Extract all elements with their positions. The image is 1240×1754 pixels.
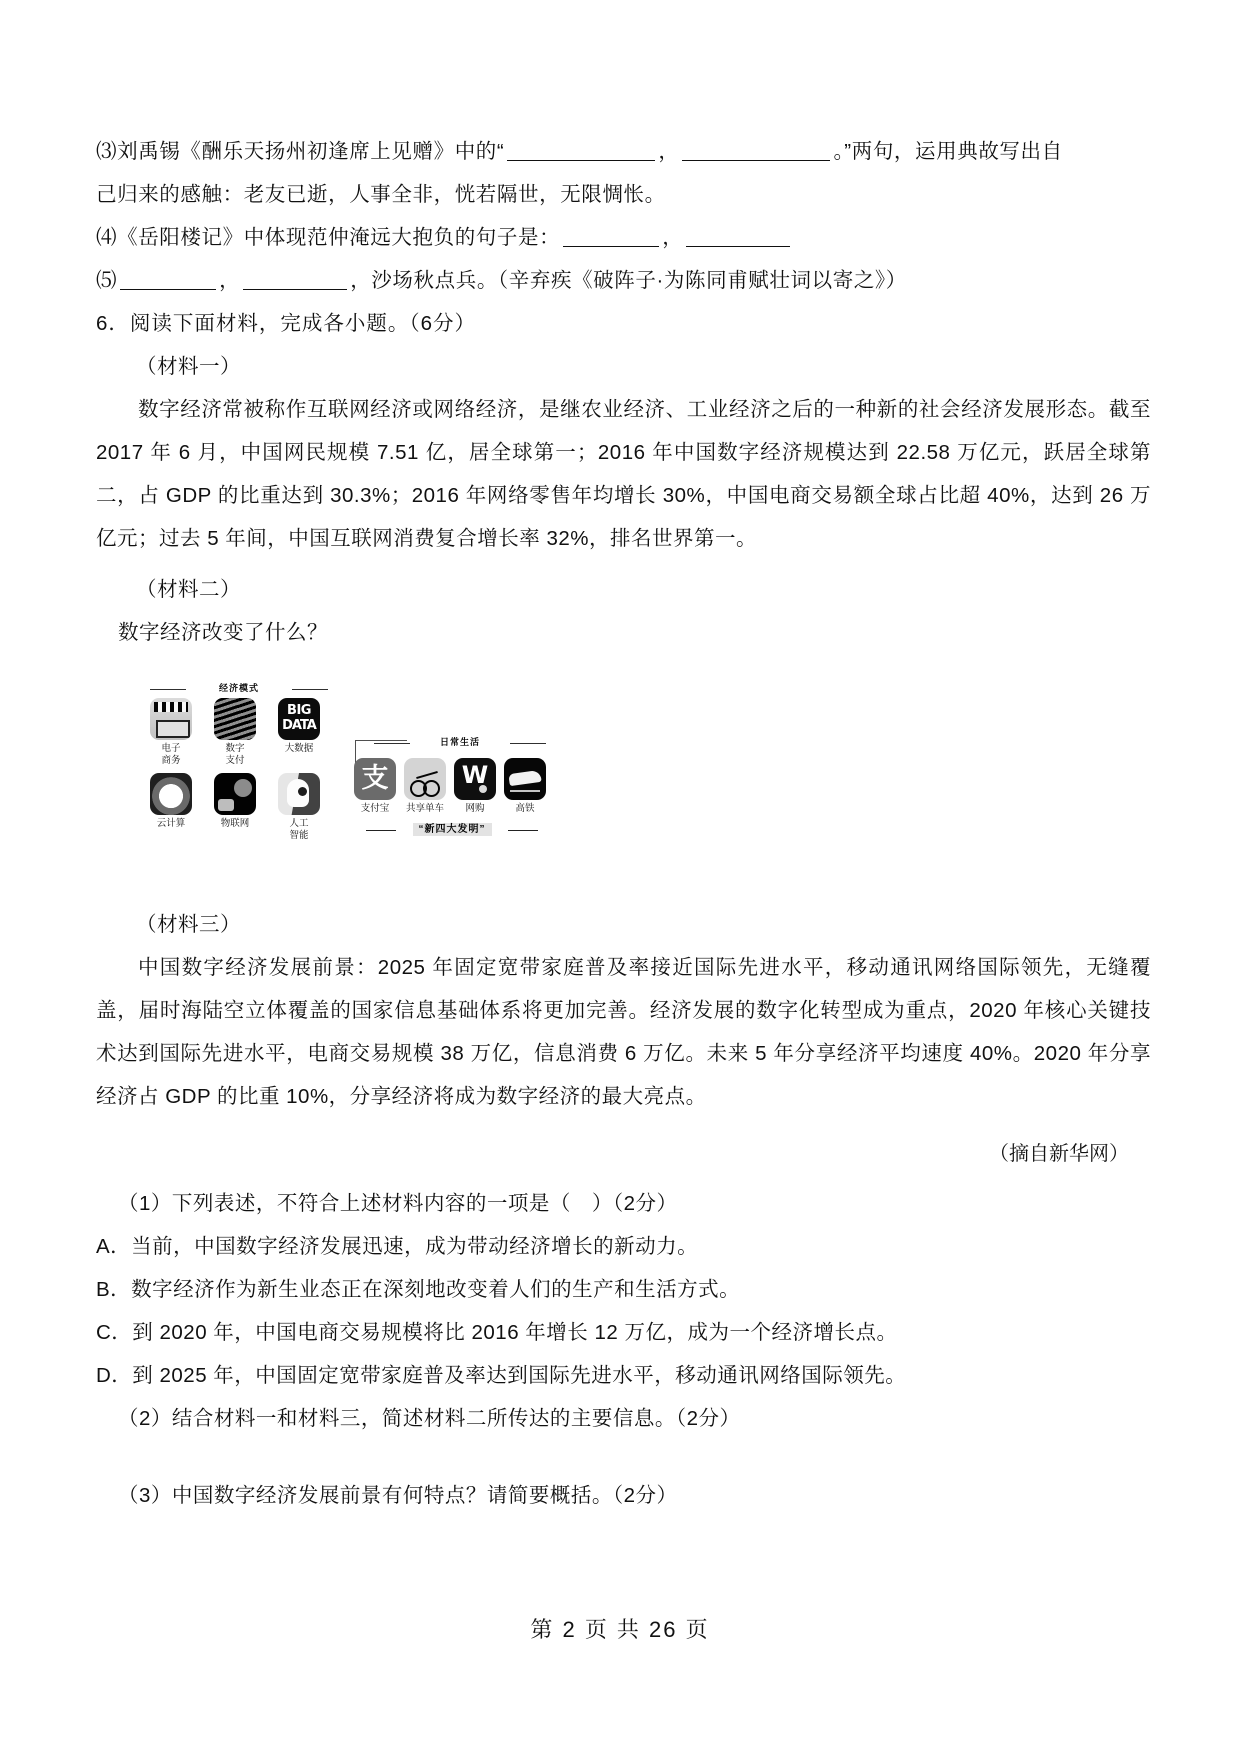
figure-item-digital-payment (208, 698, 262, 767)
blank-item-3-mid: ， (658, 140, 680, 163)
blank-item-4-prefix: ⑷《岳阳楼记》中体现范仲淹远大抱负的句子是： (96, 226, 561, 249)
digital-economy-figure (134, 664, 554, 869)
figure-left-row-2 (144, 773, 334, 842)
figure-caption-cloud-computing: 云计算 (156, 818, 186, 829)
material-1-label: （材料一） (136, 355, 241, 378)
internet-of-things-icon (214, 773, 256, 815)
material-1-text: 数字经济常被称作互联网经济或网络经济，是继农业经济、工业经济之后的一种新的社会经济发展形态。截至 2017 年 6 月，中国网民规模 7.51 亿，居全球第一；2016 年中国数字经济规模达到 22.58 万亿元，跃居全球第二，占 GDP 的比重达到 30.3%；2016 年网络零售年均增长 30%，中国电商交易额全球占比超 40%，达到 26 万亿元；过去 5 年间，中国互联网消费复合增长率 32%，排名世界第一。 (96, 398, 1151, 550)
answer-blank[interactable] (563, 246, 659, 247)
figure-daily-life-group (352, 736, 552, 838)
sub-question-1-option-d[interactable]: D．到 2025 年，中国固定宽带家庭普及率达到国际先进水平，移动通讯网络国际领先。 (96, 1364, 907, 1387)
blank-item-5-prefix: ⑸ (96, 269, 118, 292)
sub-question-1-stem: （1）下列表述，不符合上述材料内容的一项是（ ）（2分） (118, 1192, 678, 1215)
sub-question-1-option-a[interactable]: A．当前，中国数字经济发展迅速，成为带动经济增长的新动力。 (96, 1235, 699, 1258)
figure-item-cloud-computing (144, 773, 198, 842)
material-2-title: 数字经济改变了什么？ (118, 621, 328, 644)
answer-blank[interactable] (686, 246, 790, 247)
answer-blank[interactable] (120, 289, 216, 290)
digital-payment-icon (214, 698, 256, 740)
figure-item-online-shopping (452, 758, 498, 815)
material-3-label: （材料三） (136, 913, 241, 936)
sub-question-1-option-b[interactable]: B．数字经济作为新生业态正在深刻地改变着人们的生产和生活方式。 (96, 1278, 741, 1301)
page-number-footer: 第 2 页 共 26 页 (530, 1617, 710, 1642)
figure-item-alipay (352, 758, 398, 815)
big-data-icon (278, 698, 320, 740)
material-2-label: （材料二） (136, 578, 241, 601)
online-shopping-icon (454, 758, 496, 800)
figure-caption-ecommerce: 电子 商务 (161, 743, 181, 766)
cloud-computing-icon (150, 773, 192, 815)
question-6-stem: 6．阅读下面材料，完成各小题。（6分） (96, 312, 477, 335)
answer-blank[interactable] (682, 160, 830, 161)
figure-right-row (352, 758, 552, 815)
figure-item-shared-bicycle (402, 758, 448, 815)
figure-item-big-data (272, 698, 326, 767)
ecommerce-icon (150, 698, 192, 740)
figure-item-high-speed-rail (502, 758, 548, 815)
figure-left-row-1 (144, 698, 334, 767)
answer-blank[interactable] (243, 289, 347, 290)
figure-caption-ai: 人工 智能 (289, 818, 309, 841)
figure-caption-shared-bicycle: 共享单车 (405, 803, 444, 814)
answer-blank[interactable] (507, 160, 655, 161)
sub-question-1-option-c[interactable]: C．到 2020 年，中国电商交易规模将比 2016 年增长 12 万亿，成为一个经济增长点。 (96, 1321, 898, 1344)
page-content (96, 130, 1151, 1517)
blank-item-3-line1 (96, 130, 1151, 173)
blank-item-5-mid2: ，沙场秋点兵。（辛弃疾《破阵子·为陈同甫赋壮词以寄之》） (350, 269, 907, 292)
blank-item-3-prefix: ⑶刘禹锡《酬乐天扬州初逢席上见赠》中的“ (96, 140, 505, 163)
blank-item-3-line2: 己归来的感触：老友已逝，人事全非，恍若隔世，无限惆怅。 (96, 183, 666, 206)
blank-item-4 (96, 216, 1151, 259)
figure-left-section-title: 经济模式 (144, 682, 334, 695)
figure-caption-big-data: 大数据 (284, 743, 314, 754)
blank-item-5-mid1: ， (219, 269, 241, 292)
blank-item-3-suffix: 。”两句，运用典故写出自 (833, 140, 1063, 163)
blank-item-4-mid: ， (662, 226, 684, 249)
material-source: （摘自新华网） (989, 1143, 1129, 1165)
alipay-icon (354, 758, 396, 800)
figure-economic-model-group (144, 682, 334, 842)
blank-item-5 (96, 259, 1151, 302)
sub-question-3-stem: （3）中国数字经济发展前景有何特点？请简要概括。（2分） (118, 1484, 678, 1507)
figure-footer-tag: “新四大发明” (413, 823, 492, 836)
artificial-intelligence-icon (278, 773, 320, 815)
figure-caption-online-shopping: 网购 (465, 803, 485, 814)
high-speed-rail-icon (504, 758, 546, 800)
figure-caption-iot: 物联网 (220, 818, 250, 829)
sub-question-2-stem: （2）结合材料一和材料三，简述材料二所传达的主要信息。（2分） (118, 1407, 741, 1430)
figure-caption-digital-payment: 数字 支付 (225, 743, 245, 766)
material-3-text: 中国数字经济发展前景：2025 年固定宽带家庭普及率接近国际先进水平，移动通讯网络国际领先，无缝覆盖，届时海陆空立体覆盖的国家信息基础体系将更加完善。经济发展的数字化转型成为重点，2020 年核心关键技术达到国际先进水平，电商交易规模 38 万亿，信息消费 6 万亿。未来 5 年分享经济平均速度 40%。2020 年分享经济占 GDP 的比重 10%，分享经济将成为数字经济的最大亮点。 (96, 956, 1151, 1108)
figure-caption-alipay: 支付宝 (360, 803, 390, 814)
figure-footer-label (352, 822, 552, 838)
figure-caption-high-speed-rail: 高铁 (515, 803, 535, 814)
figure-item-ai (272, 773, 326, 842)
shared-bicycle-icon (404, 758, 446, 800)
figure-item-iot (208, 773, 262, 842)
figure-item-ecommerce (144, 698, 198, 767)
figure-right-section-title: 日常生活 (368, 736, 552, 749)
